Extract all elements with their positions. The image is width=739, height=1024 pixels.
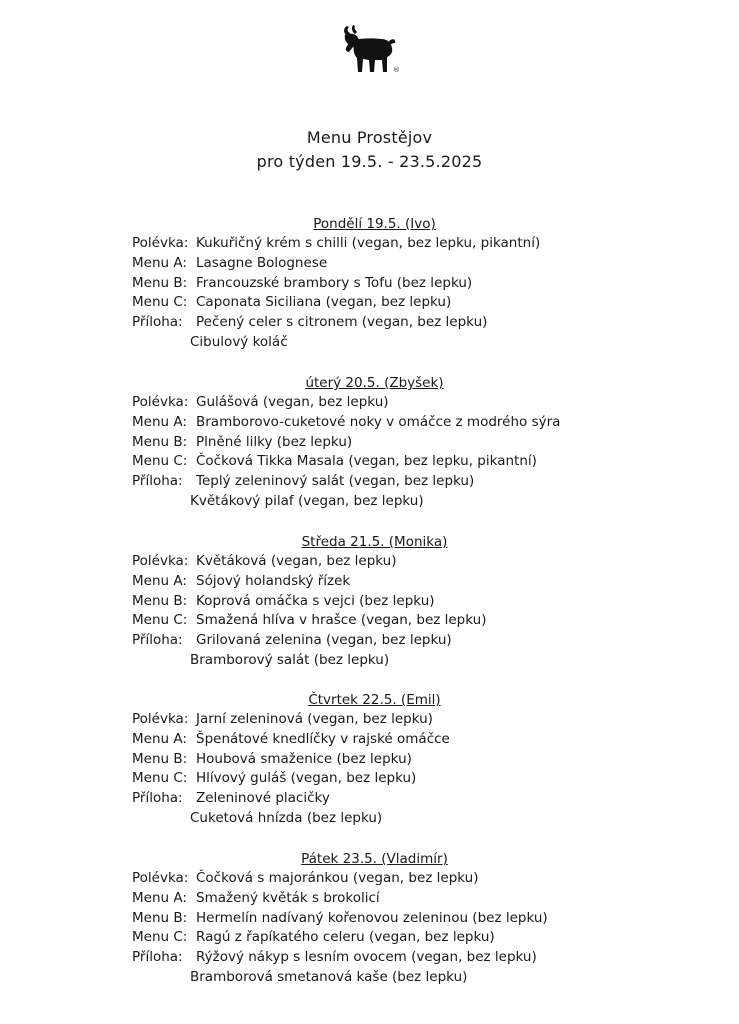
menu-row-label: Polévka: — [132, 235, 189, 251]
menu-row-text: Kukuřičný krém s chilli (vegan, bez lepku, pikantní) — [196, 235, 541, 251]
menu-row-label: Menu C: — [132, 929, 188, 946]
menu-row-label: Menu B: — [132, 592, 188, 609]
menu-row-text: Lasagne Bolognese — [196, 254, 328, 271]
goat-icon — [339, 22, 399, 78]
menu-row-text: Hlívový guláš (vegan, bez lepku) — [196, 770, 417, 787]
menu-row — [0, 928, 739, 948]
menu-row-text: Květáková (vegan, bez lepku) — [196, 553, 397, 569]
menu-row-text: Francouzské brambory s Tofu (bez lepku) — [196, 274, 473, 291]
menu-row-text: Ragú z řapíkatého celeru (vegan, bez lepku) — [196, 929, 495, 946]
menu-row-text: Koprová omáčka s vejci (bez lepku) — [196, 592, 435, 609]
menu-row — [0, 413, 739, 433]
menu-row — [0, 313, 739, 333]
menu-row — [0, 909, 739, 929]
menu-row-label: Menu A: — [132, 889, 187, 906]
menu-row-text: Zeleninové placičky — [196, 790, 330, 807]
day-section — [0, 214, 739, 353]
menu-row — [0, 730, 739, 750]
menu-row — [0, 452, 739, 472]
menu-row — [0, 572, 739, 592]
menu-row — [0, 274, 739, 294]
menu-row — [0, 433, 739, 453]
logo — [339, 22, 399, 78]
menu-row — [0, 472, 739, 492]
day-heading: Pondělí 19.5. (Ivo) — [313, 216, 436, 232]
menu-row-label: Polévka: — [132, 394, 189, 410]
day-heading: úterý 20.5. (Zbyšek) — [305, 375, 444, 391]
menu-row-text: Caponata Siciliana (vegan, bez lepku) — [196, 294, 452, 311]
menu-row — [0, 293, 739, 313]
menu-row — [0, 789, 739, 809]
day-section — [0, 373, 739, 512]
menu-row-text: Špenátové knedlíčky v rajské omáčce — [196, 730, 450, 747]
menu-row-text: Cuketová hnízda (bez lepku) — [190, 809, 383, 826]
menu-row-text: Smažená hlíva v hrašce (vegan, bez lepku) — [196, 612, 487, 629]
menu-row — [0, 592, 739, 612]
menu-row — [0, 393, 739, 413]
menu-row-label: Menu B: — [132, 750, 188, 767]
menu-row-text: Bramborová smetanová kaše (bez lepku) — [190, 968, 468, 985]
menu-row-label: Menu A: — [132, 730, 187, 747]
page-title: Menu Prostějov — [306, 128, 433, 147]
menu-row — [0, 651, 739, 671]
menu-row — [0, 611, 739, 631]
menu-row-text: Hermelín nadívaný kořenovou zeleninou (bez lepku) — [196, 909, 548, 926]
menu-row-text: Bramborový salát (bez lepku) — [190, 651, 390, 668]
menu-row-text: Rýžový nákyp s lesním ovocem (vegan, bez lepku) — [196, 949, 537, 966]
registered-mark: ® — [393, 66, 400, 74]
page-subtitle: pro týden 19.5. - 23.5.2025 — [256, 152, 483, 171]
menu-row-text: Teplý zeleninový salát (vegan, bez lepku) — [196, 473, 475, 490]
menu-row-text: Pečený celer s citronem (vegan, bez lepku) — [196, 314, 488, 331]
menu-row-text: Grilovaná zelenina (vegan, bez lepku) — [196, 632, 452, 649]
menu-row-text: Gulášová (vegan, bez lepku) — [196, 394, 389, 410]
menu-row — [0, 631, 739, 651]
menu-row — [0, 869, 739, 889]
menu-row-label: Příloha: — [132, 632, 183, 649]
menu-row — [0, 234, 739, 254]
menu-row-label: Menu B: — [132, 433, 188, 450]
menu-row-text: Čočková s majoránkou (vegan, bez lepku) — [196, 870, 479, 886]
menu-row-label: Příloha: — [132, 949, 183, 966]
menu-row-text: Čočková Tikka Masala (vegan, bez lepku, pikantní) — [196, 453, 537, 470]
menu-row-label: Menu C: — [132, 453, 188, 470]
menu-row-label: Menu B: — [132, 909, 188, 926]
menu-row — [0, 750, 739, 770]
menu-row-text: Houbová smaženice (bez lepku) — [196, 750, 412, 767]
day-heading: Pátek 23.5. (Vladimír) — [301, 851, 448, 867]
menu-row — [0, 333, 739, 353]
day-section — [0, 690, 739, 829]
menu-row-label: Menu C: — [132, 294, 188, 311]
day-section — [0, 849, 739, 988]
menu-row-label: Příloha: — [132, 790, 183, 807]
menu-row-label: Menu A: — [132, 572, 187, 589]
menu-row-text: Sójový holandský řízek — [196, 572, 351, 589]
day-heading: Středa 21.5. (Monika) — [301, 534, 448, 550]
menu-row-label: Příloha: — [132, 473, 183, 490]
menu-row-text: Plněné lilky (bez lepku) — [196, 433, 353, 450]
menu-row — [0, 552, 739, 572]
menu-row — [0, 809, 739, 829]
menu-row — [0, 710, 739, 730]
menu-row-label: Menu A: — [132, 413, 187, 430]
menu-row-text: Cibulový koláč — [190, 333, 288, 350]
menu-row — [0, 492, 739, 512]
menu-row-label: Menu A: — [132, 254, 187, 271]
menu-row-text: Jarní zeleninová (vegan, bez lepku) — [196, 711, 433, 727]
menu-row-label: Polévka: — [132, 870, 189, 886]
menu-row-label: Menu C: — [132, 770, 188, 787]
menu-row — [0, 968, 739, 988]
menu-row-label: Polévka: — [132, 711, 189, 727]
menu-row-label: Příloha: — [132, 314, 183, 331]
menu-row — [0, 889, 739, 909]
menu-row — [0, 254, 739, 274]
day-heading: Čtvrtek 22.5. (Emil) — [308, 692, 441, 708]
menu-row — [0, 769, 739, 789]
menu-row-text: Květákový pilaf (vegan, bez lepku) — [190, 492, 424, 509]
menu-row-label: Polévka: — [132, 553, 189, 569]
menu-row-text: Bramborovo-cuketové noky v omáčce z modrého sýra — [196, 413, 561, 430]
menu-row-label: Menu B: — [132, 274, 188, 291]
menu-row — [0, 948, 739, 968]
day-section — [0, 532, 739, 671]
menu-row-text: Smažený květák s brokolicí — [196, 889, 380, 906]
menu-row-label: Menu C: — [132, 612, 188, 629]
